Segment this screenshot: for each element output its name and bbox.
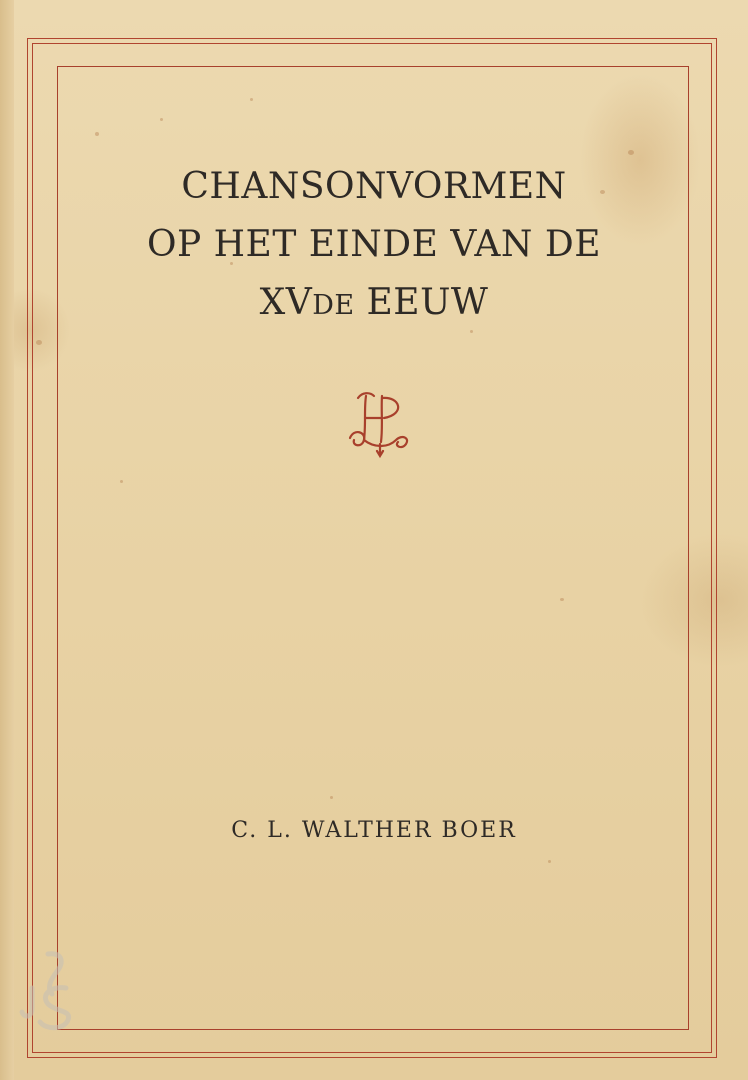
spine-edge [0,0,14,1080]
title-line-3 [60,274,688,335]
title-line-1: CHANSONVORMEN [181,166,567,207]
title-word-eeuw: EEUW [366,282,489,323]
title-ordinal-suffix: DE [312,290,355,321]
publisher-monogram-emblem-icon [344,388,416,462]
title-roman-numeral: XV [259,282,313,323]
book-title [60,158,688,335]
author-name: C. L. WALTHER BOER [231,818,517,843]
title-line-2: OP HET EINDE VAN DE [146,224,602,265]
js-watermark-logo-icon [18,948,92,1034]
